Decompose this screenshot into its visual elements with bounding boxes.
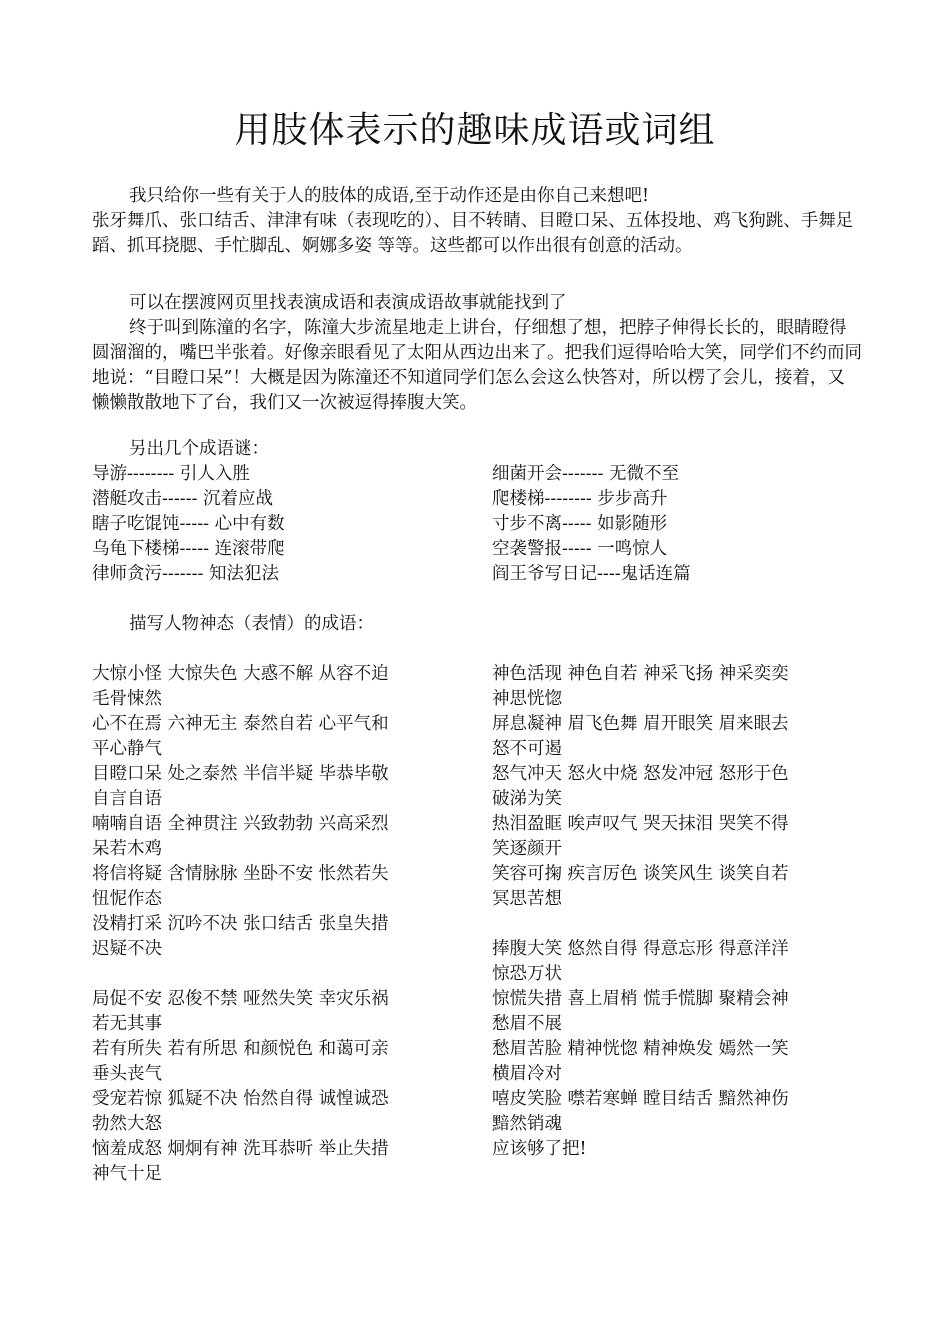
idiom-line: 毛骨悚然 [92, 689, 162, 709]
idiom-line: 垂头丧气 [92, 1064, 162, 1084]
idiom-line: 喃喃自语 全神贯注 兴致勃勃 兴高采烈 [92, 814, 389, 834]
idiom-line: 自言自语 [92, 789, 162, 809]
idiom-group [92, 762, 452, 812]
idiom-group [492, 937, 852, 987]
idioms-heading: 描写人物神态（表情）的成语： [129, 614, 374, 634]
idiom-line: 热泪盈眶 唉声叹气 哭天抹泪 哭笑不得 [492, 814, 789, 834]
page-title: 用肢体表示的趣味成语或词组 [234, 110, 716, 151]
idiom-group [492, 762, 852, 812]
idiom-line: 神气十足 [92, 1164, 162, 1184]
intro-line: 我只给你一些有关于人的肢体的成语,至于动作还是由你自己来想吧! [129, 186, 650, 206]
idiom-line: 若无其事 [92, 1014, 162, 1034]
idiom-line: 笑容可掬 疾言厉色 谈笑风生 谈笑自若 [492, 864, 789, 884]
riddles-right-column [492, 462, 882, 587]
idiom-group [92, 1087, 452, 1137]
idiom-line: 嘻皮笑脸 噤若寒蝉 瞠目结舌 黯然神伤 [492, 1089, 789, 1109]
riddles-heading: 另出几个成语谜： [129, 439, 269, 459]
idiom-group [492, 712, 852, 762]
idiom-line: 捧腹大笑 悠然自得 得意忘形 得意洋洋 [492, 939, 789, 959]
idioms-left-column [92, 662, 452, 1187]
idiom-group [492, 1087, 852, 1137]
idioms-right-column [492, 662, 852, 1162]
idiom-line: 屏息凝神 眉飞色舞 眉开眼笑 眉来眼去 [492, 714, 789, 734]
idiom-line: 局促不安 忍俊不禁 哑然失笑 幸灾乐祸 [92, 989, 389, 1009]
idiom-line: 应该够了把! [492, 1139, 587, 1159]
idiom-line: 忸怩作态 [92, 889, 162, 909]
idiom-group [492, 662, 852, 712]
riddle-item: 潜艇攻击------ 沉着应战 [92, 489, 274, 509]
riddle-item: 爬楼梯-------- 步步高升 [492, 489, 668, 509]
riddle-item: 阎王爷写日记----鬼话连篇 [492, 564, 691, 584]
story-source-line: 可以在摆渡网页里找表演成语和表演成语故事就能找到了 [129, 293, 567, 313]
idiom-line: 惊恐万状 [492, 964, 562, 984]
idiom-line: 怒不可遏 [492, 739, 562, 759]
idiom-line: 受宠若惊 狐疑不决 怡然自得 诚惶诚恐 [92, 1089, 389, 1109]
idiom-group [92, 662, 452, 712]
idiom-line: 冥思苦想 [492, 889, 562, 909]
riddle-item: 乌龟下楼梯----- 连滚带爬 [92, 539, 285, 559]
idiom-group [92, 712, 452, 762]
idiom-line: 平心静气 [92, 739, 162, 759]
idiom-group [92, 1037, 452, 1087]
idiom-group [92, 862, 452, 912]
riddles-left-column [92, 462, 482, 587]
idiom-line: 没精打采 沉吟不决 张口结舌 张皇失措 [92, 914, 389, 934]
idiom-line: 恼羞成怒 炯炯有神 洗耳恭听 举止失措 [92, 1139, 389, 1159]
idiom-line [92, 962, 452, 987]
idiom-group [492, 812, 852, 862]
idiom-group [492, 1037, 852, 1087]
idiom-line: 心不在焉 六神无主 泰然自若 心平气和 [92, 714, 389, 734]
idiom-line: 勃然大怒 [92, 1114, 162, 1134]
idiom-line: 笑逐颜开 [492, 839, 562, 859]
idiom-line: 愁眉不展 [492, 1014, 562, 1034]
idiom-group [92, 1137, 452, 1187]
idiom-line: 惊慌失措 喜上眉梢 慌手慌脚 聚精会神 [492, 989, 789, 1009]
riddle-item: 细菌开会------- 无微不至 [492, 464, 679, 484]
riddle-item: 空袭警报----- 一鸣惊人 [492, 539, 668, 559]
riddle-item: 寸步不离----- 如影随形 [492, 514, 668, 534]
idiom-line: 大惊小怪 大惊失色 大惑不解 从容不迫 [92, 664, 389, 684]
idiom-line: 迟疑不决 [92, 939, 162, 959]
idiom-group [492, 912, 852, 937]
riddle-item: 律师贪污------- 知法犯法 [92, 564, 279, 584]
story-paragraph: 终于叫到陈潼的名字，陈潼大步流星地走上讲台，仔细想了想，把脖子伸得长长的，眼睛瞪得圆溜溜的，嘴巴半张着。好像亲眼看见了太阳从西边出来了。把我们逗得哈哈大笑，同学们不约而同地说：“目瞪口呆”！大概是因为陈潼还不知道同学们怎么会这么快答对，所以楞了会儿，接着，又懒懒散散地下了台，我们又一次被逗得捧腹大笑。 [92, 318, 862, 413]
idiom-line: 若有所失 若有所思 和颜悦色 和蔼可亲 [92, 1039, 389, 1059]
idiom-line: 神色活现 神色自若 神采飞扬 神采奕奕 [492, 664, 789, 684]
idiom-group [492, 1137, 852, 1162]
idiom-line: 破涕为笑 [492, 789, 562, 809]
idiom-line: 怒气冲天 怒火中烧 怒发冲冠 怒形于色 [492, 764, 789, 784]
story-section [92, 291, 862, 416]
intro-section [92, 184, 862, 259]
idiom-group [92, 912, 452, 962]
riddles-heading-block [92, 437, 862, 462]
idiom-group [92, 812, 452, 862]
idiom-line: 愁眉苦脸 精神恍惚 精神焕发 嫣然一笑 [492, 1039, 789, 1059]
idiom-line [492, 912, 852, 937]
idiom-group [92, 962, 452, 987]
idiom-group [492, 862, 852, 912]
riddle-item: 瞎子吃馄饨----- 心中有数 [92, 514, 285, 534]
idiom-group [92, 987, 452, 1037]
idiom-line: 将信将疑 含情脉脉 坐卧不安 怅然若失 [92, 864, 389, 884]
idiom-line: 黯然销魂 [492, 1114, 562, 1134]
idiom-line: 横眉冷对 [492, 1064, 562, 1084]
idiom-line: 目瞪口呆 处之泰然 半信半疑 毕恭毕敬 [92, 764, 389, 784]
riddle-item: 导游-------- 引人入胜 [92, 464, 250, 484]
idiom-line: 神思恍惚 [492, 689, 562, 709]
idioms-heading-block [92, 612, 862, 637]
intro-idiom-list: 张牙舞爪、张口结舌、津津有味（表现吃的）、目不转睛、目瞪口呆、五体投地、鸡飞狗跳、手舞足蹈、抓耳挠腮、手忙脚乱、婀娜多姿 等等。这些都可以作出很有创意的活动。 [92, 211, 854, 256]
idiom-line: 呆若木鸡 [92, 839, 162, 859]
idiom-group [492, 987, 852, 1037]
